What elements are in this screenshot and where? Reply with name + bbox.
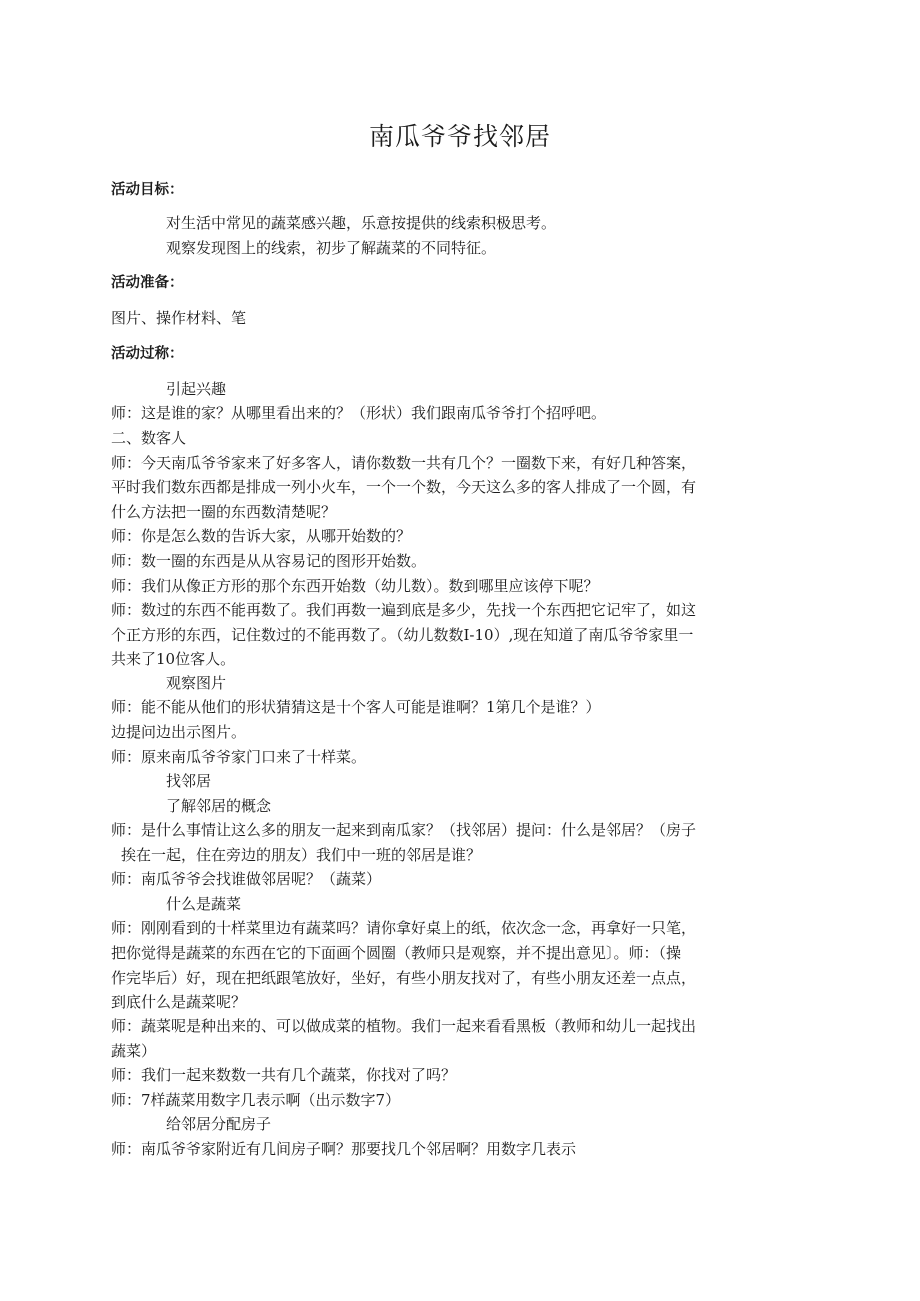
goal-item-2: 观察发现图上的线索，初步了解蔬菜的不同特征。 <box>166 239 497 257</box>
paragraph-line: 师：你是怎么数的告诉大家，从哪开始数的？ <box>111 527 412 545</box>
paragraph-line: 师：原来南瓜爷爷家门口来了十样菜。 <box>111 748 367 766</box>
goal-heading: 活动目标： <box>111 182 184 198</box>
paragraph-line: 师：数一圈的东西是从从容易记的图形开始数。 <box>111 552 427 570</box>
section-heading: 找邻居 <box>166 772 212 790</box>
paragraph-line: 把你觉得是蔬菜的东西在它的下面画个圆圈（教师只是观察，并不提出意见〕。师：（操 <box>111 944 682 962</box>
paragraph-line: 边提问边出示图片。 <box>111 723 247 741</box>
section-heading: 二、数客人 <box>111 429 187 447</box>
paragraph-line: 共来了10位客人。 <box>111 650 236 668</box>
goal-item-1: 对生活中常见的蔬菜感兴趣，乐意按提供的线索积极思考。 <box>166 214 557 232</box>
document-title: 南瓜爷爷找邻居 <box>368 122 551 151</box>
subsection-heading: 什么是蔬菜 <box>166 895 242 913</box>
paragraph-line: 师：7样蔬菜用数字几表示啊（出示数字7） <box>111 1091 401 1109</box>
paragraph-line: 师：我们从像正方形的那个东西开始数（幼儿数）。数到哪里应该停下呢？ <box>111 577 599 595</box>
paragraph-line: 什么方法把一圈的东西数清楚呢？ <box>111 503 337 521</box>
paragraph-line: 到底什么是蔬菜呢？ <box>111 993 247 1011</box>
subsection-heading: 了解邻居的概念 <box>166 797 272 815</box>
paragraph-line: 师：我们一起来数数一共有几个蔬菜，你找对了吗？ <box>111 1066 457 1084</box>
paragraph-line: 师：能不能从他们的形状猜猜这是十个客人可能是谁啊？1第几个是谁？） <box>111 698 601 716</box>
paragraph-line: 师：南瓜爷爷家附近有几间房子啊？那要找几个邻居啊？用数字几表示 <box>111 1140 577 1158</box>
paragraph-line: 挨在一起，住在旁边的朋友）我们中一班的邻居是谁？ <box>121 846 482 864</box>
section-heading: 引起兴趣 <box>166 380 227 398</box>
paragraph-line: 师：今天南瓜爷爷家来了好多客人，请你数数一共有几个？一圈数下来，有好几种答案， <box>111 454 697 472</box>
subsection-heading: 给邻居分配房子 <box>166 1115 272 1133</box>
paragraph-line: 师：这是谁的家？从哪里看出来的？（形状）我们跟南瓜爷爷打个招呼吧。 <box>111 404 607 422</box>
paragraph-line: 个正方形的东西，记住数过的不能再数了。（幼儿数数I-10）,现在知道了南瓜爷爷家里一 <box>111 626 694 644</box>
paragraph-line: 作完毕后）好，现在把纸跟笔放好，坐好，有些小朋友找对了，有些小朋友还差一点点， <box>111 969 697 987</box>
section-heading: 观察图片 <box>166 674 227 692</box>
prep-heading: 活动准备： <box>111 275 184 291</box>
paragraph-line: 师：刚刚看到的十样菜里边有蔬菜吗？请你拿好桌上的纸，依次念一念，再拿好一只笔， <box>111 919 697 937</box>
paragraph-line: 平时我们数东西都是排成一列小火车，一个一个数，今天这么多的客人排成了一个圆，有 <box>111 478 697 496</box>
paragraph-line: 师：数过的东西不能再数了。我们再数一遍到底是多少，先找一个东西把它记牢了，如这 <box>111 601 697 619</box>
process-heading: 活动过称： <box>111 346 184 362</box>
paragraph-line: 师：是什么事情让这么多的朋友一起来到南瓜家？（找邻居）提问：什么是邻居？（房子 <box>111 821 697 839</box>
paragraph-line: 师：蔬菜呢是种出来的、可以做成菜的植物。我们一起来看看黑板（教师和幼儿一起找出 <box>111 1017 697 1035</box>
paragraph-line: 蔬菜） <box>111 1042 157 1060</box>
paragraph-line: 师：南瓜爷爷会找谁做邻居呢？（蔬菜） <box>111 870 382 888</box>
prep-text: 图片、操作材料、笔 <box>111 309 247 327</box>
